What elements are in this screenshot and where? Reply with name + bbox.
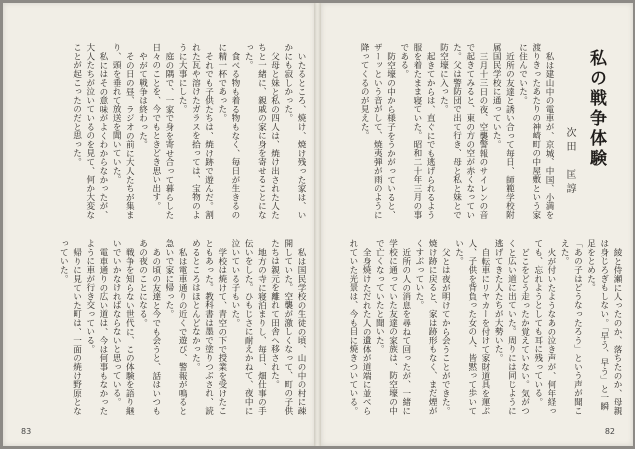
paragraph: 火が付いたようなあの泣き声が、何年経っても、忘れようとしても耳に残っている。 bbox=[532, 239, 556, 415]
paragraph: どこをどう走ったか覚えていない。気がつくと広い道に出ていた。周りには同じように逃げてきた人たちが大勢いた。 bbox=[493, 239, 530, 415]
paragraph: 近所の人の消息を尋ねて回ったが、一緒に学校に通っていた友達の家族は、防空壕の中で亡くなっていたと聞いた。 bbox=[374, 239, 411, 415]
paragraph: 学校は焼けて、青空の下で授業を受けたこともあった。教科書は墨で塗りつぶされ、読めるところはほとんどなかった。 bbox=[190, 239, 227, 415]
paragraph: 三月十三日の夜、空襲警報のサイレンの音で起きてみると、東の方の空が赤くなっていた。父は警防団で出て行き、母と私と妹とで防空壕に入った。 bbox=[438, 43, 488, 219]
right-page-top-text bbox=[329, 43, 555, 219]
essay-title: 私の戦争体験 bbox=[586, 49, 606, 169]
paragraph: 防空壕の中から様子をうかがっていると、ザーッという音がして、焼夷弾が雨のように降ってくるのが見えた。 bbox=[359, 43, 396, 219]
paragraph: 帰りに見ていた町は、一面の焼け野原となっていた。 bbox=[58, 239, 82, 415]
paragraph: 近所の友達と誘い合って毎日、師範学校附属国民学校に通っていた。 bbox=[491, 43, 515, 219]
author-name: 次田 匡諄 bbox=[564, 127, 575, 197]
paragraph: 父母と妹と私の四人は、焼け出された人たちと一緒に、親戚の家に身を寄せることになった。 bbox=[243, 43, 280, 219]
paragraph: 食べる物も着る物もなく、毎日が生きるのに精一杯であった。 bbox=[216, 43, 240, 219]
left-page-top-text bbox=[15, 43, 307, 219]
paragraph: やがて戦争は終わった。 bbox=[137, 51, 148, 149]
left-page bbox=[3, 3, 316, 446]
paragraph: 私にはその意味がよくわからなかったが、大人たちが泣いているのを見て、何か大変なことが起こったのだと思った。 bbox=[71, 43, 108, 219]
left-page-bottom-text bbox=[15, 239, 307, 415]
paragraph: 私は建山中の電車が、京城、中国、小満を渡りきったあたりの神崎町の中屋敷という家に住んでいた。 bbox=[517, 43, 554, 219]
paragraph: 父とは夜が明けてから会うことができた。焼け跡に戻ると、家は跡形もなく、まだ煙がくすぶっていた。 bbox=[413, 239, 451, 415]
right-page bbox=[320, 3, 633, 446]
paragraph: 私は電車通りの近くで遊び、警報が鳴ると急いで家に帰った。 bbox=[163, 239, 188, 415]
paragraph: それでも子供たちは、焼け跡で遊んだ。割れた瓦や溶けたガラスを拾っては、宝物のように大事にした。 bbox=[177, 43, 214, 219]
paragraph: あの頃の友達と今でも会うと、話はいつもあの夜のことになる。 bbox=[137, 239, 161, 415]
paragraph: 庭の隅で、一家で身を寄せ合って暮らした日々のことを、今でもときどき思い出す。 bbox=[150, 43, 174, 219]
paragraph: 全身焼けただれた人の遺体が道端に並べられていた光景は、今も目に焼きついている。 bbox=[347, 239, 372, 415]
paragraph: 自転車にリヤカーを付けて家財道具を運ぶ人、子供を背負った女の人、皆黙って歩いていた。 bbox=[453, 239, 490, 415]
right-page-bottom-text bbox=[329, 239, 623, 415]
paragraph: 綾と侍瀬に人ったのか、落ちたのか、母親は身じろぎもしない。「早う、早う」と一瞬足をとめた。 bbox=[585, 239, 622, 415]
paragraph: 戦争を知らない世代に、この体験を語り継いでいかなければならないと思っている。 bbox=[111, 239, 135, 415]
page-number-right: 82 bbox=[604, 427, 615, 436]
paragraph: その日の昼、ラジオの前に大人たちが集まり、頭を垂れて放送を聞いていた。 bbox=[111, 43, 135, 219]
paragraph: いたるところ、焼け、焼け残った家は、いかにも寂しかった。 bbox=[282, 43, 306, 219]
page-number-left: 83 bbox=[21, 427, 32, 436]
paragraph: 電車通りの広い道は、今は何事もなかったように車が行き交っている。 bbox=[84, 239, 108, 415]
paragraph: 地方の寺に寝泊まりし、毎日、畑仕事の手伝いをした。ひもじさに耐えかねて、夜中に泣いている子もいた。 bbox=[229, 239, 267, 415]
paragraph: 起きてからは、直ぐにでも逃げられるよう服を着たまま寝ていた。昭和二十年三月の事である。 bbox=[398, 43, 436, 219]
quote: 「あの子はどうなったろう」という声が聞こえた。 bbox=[559, 239, 583, 415]
paragraph: 私は国民学校の生徒の頃、山の中の村に疎開していた。空襲が激しくなって、町の子供たちは親元を離れて田舎へ移された。 bbox=[269, 239, 306, 415]
